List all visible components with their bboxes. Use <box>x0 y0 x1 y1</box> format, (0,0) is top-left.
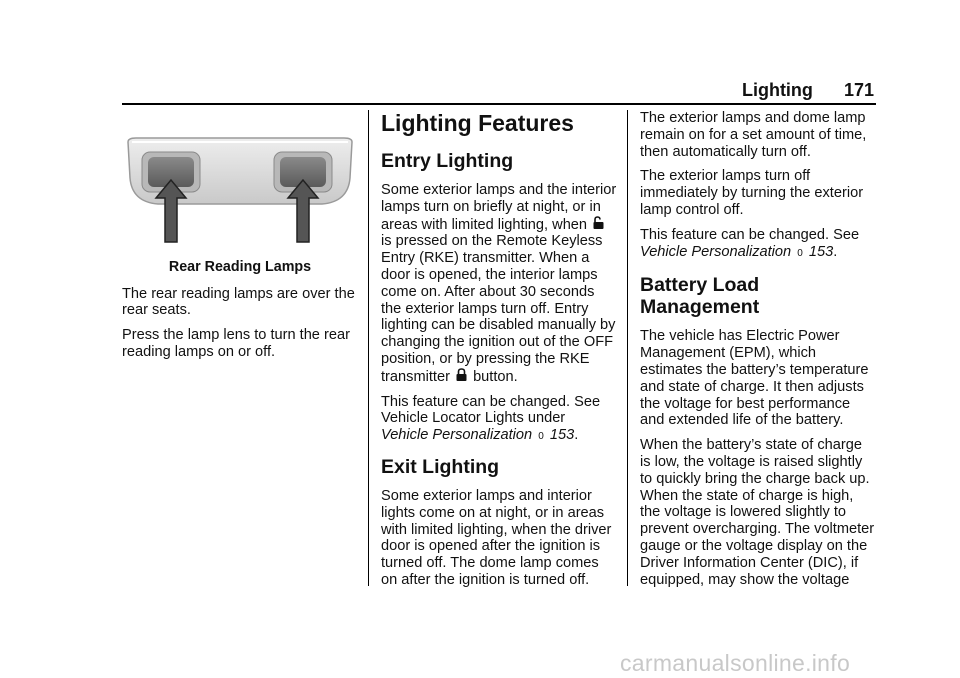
lock-icon <box>456 368 467 386</box>
page-reference-number[interactable]: 153 <box>808 243 834 260</box>
subheading-battery-load-management: Battery Load Management <box>640 274 760 319</box>
section-heading: Lighting Features <box>381 110 574 136</box>
paragraph: The rear reading lamps are over the rear seats. <box>122 285 355 319</box>
page-header <box>742 80 874 101</box>
paragraph: This feature can be changed. See Vehicle Personalization 0 153. <box>640 226 860 260</box>
paragraph: The exterior lamps and dome lamp remain on for a set amount of time, then automatically turn off. <box>640 110 867 160</box>
column-3 <box>640 110 876 596</box>
rear-reading-lamps-illustration <box>122 120 358 250</box>
page-reference-icon: 0 <box>797 247 803 259</box>
paragraph: Press the lamp lens to turn the rear reading lamps on or off. <box>122 327 350 360</box>
paragraph: Some exterior lamps and the interior lamps turn on briefly at night, or in areas with limited lighting, when is pressed on the Remote Keyless Entry (RKE) transmitter. When a door is opened, the interior lamps come on. After about 30 seconds the exterior lamps turn off. Entry lighting can be disabled manually by changing the ignition out of the OFF position, or by pressing the RKE transmitter button. <box>381 182 617 385</box>
paragraph: The vehicle has Electric Power Management (EPM), which estimates the battery’s temperature and state of charge. It then adjusts the voltage for best performance and extended life of the battery. <box>640 328 869 429</box>
section-title: Lighting <box>741 80 813 100</box>
subheading-entry-lighting: Entry Lighting <box>381 150 514 172</box>
paragraph: This feature can be changed. See Vehicle Locator Lights under Vehicle Personalization 0 153. <box>381 393 601 444</box>
cross-reference-link[interactable]: Vehicle Personalization <box>381 427 533 444</box>
paragraph: When the battery’s state of charge is low, the voltage is raised slightly to quickly bring the charge back up. When the state of charge is high, the voltage is lowered slightly to prevent overcharging. The voltmeter gauge or the voltage display on the Driver Information Center (DIC), if equipped, may show the voltage <box>640 437 875 588</box>
paragraph: The exterior lamps turn off immediately by turning the exterior lamp control off. <box>640 168 864 218</box>
figure-caption: Rear Reading Lamps <box>168 258 312 275</box>
page-reference-number[interactable]: 153 <box>549 427 575 444</box>
page-reference-icon: 0 <box>538 431 544 443</box>
page-number: 171 <box>843 80 874 100</box>
column-2 <box>381 110 617 597</box>
unlock-icon <box>593 216 604 234</box>
paragraph: Some exterior lamps and interior lights come on at night, or in areas with limited lighting, when the driver door is opened after the ignition is turned off. The dome lamp comes on after the ignition is turned off. <box>381 487 612 588</box>
subheading-exit-lighting: Exit Lighting <box>381 455 500 478</box>
column-divider-1 <box>368 110 369 586</box>
column-divider-2 <box>627 110 628 586</box>
header-rule <box>122 103 876 105</box>
column-1 <box>122 120 358 369</box>
watermark: carmanualsonline.info <box>620 650 851 676</box>
cross-reference-link[interactable]: Vehicle Personalization <box>640 243 792 260</box>
